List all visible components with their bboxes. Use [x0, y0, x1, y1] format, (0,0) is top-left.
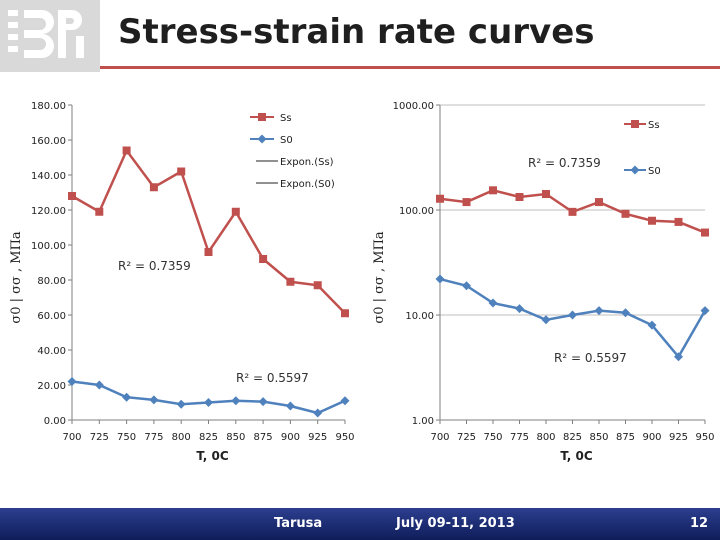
chart2-x-tick-label: 900 — [642, 432, 662, 443]
slide-title: Stress-strain rate curves — [118, 12, 595, 52]
legend2-item-0: Ss — [648, 120, 660, 131]
chart2-x-tick-label: 750 — [483, 432, 503, 443]
chart1-x-tick-label: 750 — [117, 432, 137, 443]
chart2-x-tick-label: 725 — [456, 432, 477, 443]
chart1-x-tick-label: 875 — [253, 432, 273, 443]
chart2-series-s0-point — [515, 304, 524, 313]
chart2-x-tick-label: 775 — [509, 432, 530, 443]
chart2-x-tick-label: 825 — [562, 432, 583, 443]
legend-item-1: S0 — [280, 135, 293, 146]
chart1-series-s0-point — [259, 397, 268, 406]
chart1-series-ss-point — [205, 248, 213, 256]
chart1-series-ss-point — [232, 208, 240, 216]
chart2-r2-s0: R² = 0.5597 — [554, 351, 627, 365]
chart1-series-ss-point — [95, 208, 103, 216]
chart1-series-ss-point — [150, 183, 158, 191]
chart2-x-tick-label: 875 — [615, 432, 636, 443]
footer-location: Tarusa — [274, 516, 323, 531]
chart2-x-tick-label: 925 — [668, 432, 689, 443]
chart1-series-s0-point — [95, 381, 104, 390]
chart1-y-tick-label: 120.00 — [31, 206, 66, 217]
chart2-y-tick-label: 100.00 — [399, 206, 434, 217]
chart1-series-ss-point — [177, 168, 185, 176]
chart1-series-ss-point — [286, 278, 294, 286]
chart2-series-ss-point — [701, 229, 709, 237]
chart2-x-tick-label: 700 — [430, 432, 450, 443]
chart2-series-s0-point — [436, 275, 445, 284]
page-number: 12 — [690, 516, 709, 531]
legend-swatch-marker — [258, 135, 267, 144]
legend2-swatch-marker — [631, 120, 639, 128]
chart1-series-s0-point — [204, 398, 213, 407]
chart1-r2-ss: R² = 0.7359 — [118, 259, 191, 273]
chart2-series-s0-point — [542, 315, 551, 324]
chart2-series-ss-point — [648, 217, 656, 225]
chart2-series-ss-point — [516, 193, 524, 201]
chart1-series-ss-point — [123, 147, 131, 155]
chart1-y-axis-title: σ0 | σσ , МПа — [9, 231, 24, 324]
chart1-x-tick-label: 925 — [308, 432, 328, 443]
chart2-r2-ss: R² = 0.7359 — [528, 156, 601, 170]
chart1-x-tick-label: 825 — [198, 432, 219, 443]
chart1-y-tick-label: 140.00 — [31, 171, 66, 182]
chart1-y-tick-label: 100.00 — [31, 241, 66, 252]
chart1-series-s0-line — [72, 382, 345, 414]
chart1-y-tick-label: 160.00 — [31, 136, 66, 147]
chart1-series-s0-point — [177, 400, 186, 409]
footer-bar — [0, 508, 720, 540]
chart1-x-tick-label: 900 — [280, 432, 300, 443]
chart1-series-ss-point — [341, 309, 349, 317]
chart2-x-axis-title: T, 0C — [560, 449, 593, 463]
chart1-y-tick-label: 0.00 — [43, 416, 66, 427]
chart1-y-tick-label: 180.00 — [31, 101, 66, 112]
chart1-series-s0-point — [122, 393, 131, 402]
chart1-series-s0-point — [341, 396, 350, 405]
chart1-series-ss-point — [314, 281, 322, 289]
chart2-series-ss-point — [436, 195, 444, 203]
chart1-series-s0-point — [286, 402, 295, 411]
chart1-x-tick-label: 775 — [144, 432, 164, 443]
chart1-y-tick-label: 20.00 — [37, 381, 66, 392]
chart2-series-ss-point — [675, 218, 683, 226]
chart2-y-axis-title: σ0 | σσ , МПа — [372, 231, 387, 324]
legend-item-0: Ss — [280, 113, 292, 124]
chart2-x-tick-label: 950 — [695, 432, 715, 443]
chart1-x-tick-label: 850 — [226, 432, 246, 443]
chart1-y-tick-label: 80.00 — [37, 276, 66, 287]
chart1-x-tick-label: 800 — [171, 432, 191, 443]
footer-date: July 09-11, 2013 — [396, 516, 515, 531]
chart2-x-tick-label: 800 — [536, 432, 556, 443]
chart1-x-axis-title: T, 0C — [196, 449, 229, 463]
chart2-series-s0-point — [595, 306, 604, 315]
chart2-series-s0-point — [568, 311, 577, 320]
chart1-x-tick-label: 700 — [62, 432, 82, 443]
legend2-item-1: S0 — [648, 166, 661, 177]
chart2-series-ss-point — [489, 186, 497, 194]
chart1-series-ss-point — [259, 255, 267, 263]
chart1-series-s0-point — [313, 409, 322, 418]
legend-item-3: Expon.(S0) — [280, 179, 335, 190]
legend-item-2: Expon.(Ss) — [280, 157, 334, 168]
chart1-x-tick-label: 725 — [89, 432, 109, 443]
chart2-x-tick-label: 850 — [589, 432, 609, 443]
legend2-swatch-marker — [631, 166, 640, 175]
chart1-series-s0-point — [149, 395, 158, 404]
chart2-y-tick-label: 1000.00 — [392, 101, 434, 112]
chart2-series-s0-point — [621, 308, 630, 317]
chart2-y-tick-label: 1.00 — [411, 416, 434, 427]
chart2-series-ss-point — [622, 210, 630, 218]
chart1-r2-s0: R² = 0.5597 — [236, 371, 309, 385]
chart2-series-ss-point — [595, 198, 603, 206]
chart2-y-tick-label: 10.00 — [405, 311, 434, 322]
chart2-series-ss-point — [463, 198, 471, 206]
chart2-series-ss-point — [542, 190, 550, 198]
chart2-series-ss-point — [569, 208, 577, 216]
legend-swatch-marker — [258, 113, 266, 121]
chart1-series-ss-line — [72, 151, 345, 314]
chart1-series-ss-point — [68, 192, 76, 200]
chart1-y-tick-label: 60.00 — [37, 311, 66, 322]
chart1-series-s0-point — [231, 396, 240, 405]
chart1-x-tick-label: 950 — [335, 432, 355, 443]
chart1-y-tick-label: 40.00 — [37, 346, 66, 357]
